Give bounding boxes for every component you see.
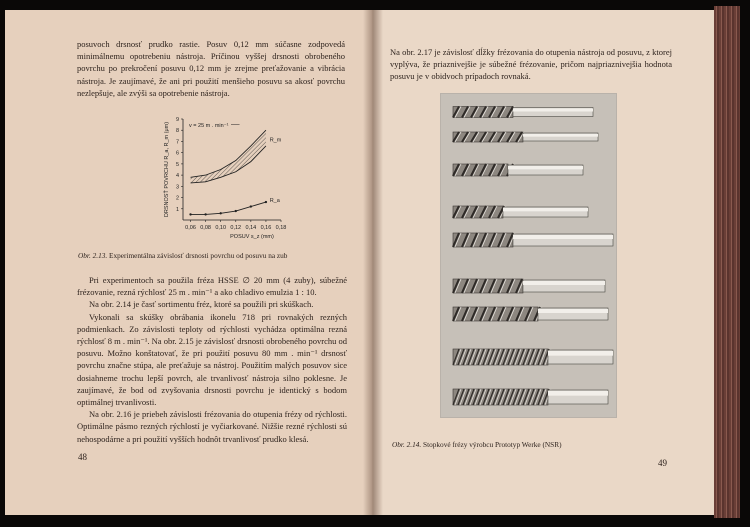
- y-tick-label: 6: [175, 150, 179, 157]
- end-mill: [453, 233, 613, 247]
- body-paragraph: Vykonali sa skúšky obrábania ikonelu 718 pri rovnakých rezných podmienkach. Zo závislosti teploty od rýchlosti vychádza optimálna rezná rýchlosť 8 m . min⁻¹. Na obr. 2.15 je závislosť drsnosti obrobeného povrchu od posuvu. Možno konštatovať, že pri použití posuvu 80 mm . min⁻¹ drsnosť povrchu značne stúpa, ale preťažuje sa nástroj. Použitím malých posuvov sice dosiahneme trochu lepší povrch, ale trvanlivosť nástroja silno poklesne. Je zaujímavé, že bod od zvyšovania drsnosti povrchu je identický s bodom optimálnej trvanlivosti.: [77, 311, 347, 408]
- left-top-paragraph: posuvoch drsnosť prudko rastie. Posuv 0,12 mm súčasne zodpovedá minimálnemu opotrebeniu nástroja. Príčinou vyššej drsnosti obrobeného povrchu po prekročení posuvu 0,12 mm je zrejme preťažovanie a vibrácia nástroja. Je zaujímavé, že ani pri použití menšieho posuvu sa akosť povrchu nezlepšuje, ale zvýši sa opotrebenie nástroja.: [77, 39, 345, 98]
- end-mill: [453, 206, 588, 218]
- page-edges: [714, 6, 740, 518]
- ra-point: [235, 210, 237, 212]
- end-mill: [453, 279, 605, 293]
- x-tick-label: 0,10: [215, 225, 227, 231]
- end-mill: [453, 307, 608, 321]
- y-tick-label: 3: [175, 184, 179, 191]
- ra-point: [189, 213, 191, 215]
- x-tick-label: 0,08: [200, 225, 211, 231]
- chart-annotation: v = 25 m . min⁻¹: [189, 122, 229, 129]
- figure-caption-2-14: [392, 440, 672, 449]
- end-mill: [453, 349, 613, 365]
- page-number-left: 48: [78, 452, 87, 462]
- roughness-chart: [163, 113, 303, 248]
- y-tick-label: 4: [175, 173, 179, 180]
- right-top-paragraph: Na obr. 2.17 je závislosť dĺžky frézovania do otupenia nástroja od posuvu, z ktorej vyplýva, že priaznivejšie je súbežné frézovanie, pričom najpriaznivejšia hodnota posuvu je v obidvoch prípadoch rovnaká.: [390, 47, 672, 82]
- ra-point: [219, 212, 221, 214]
- ra-line: [191, 202, 266, 214]
- body-paragraph: Pri experimentoch sa použila fréza HSSE ∅ 20 mm (4 zuby), súbežné frézovanie, rezná rýchlosť 25 m . min⁻¹ a ako chladivo emulzia 1 : 10.: [77, 275, 347, 298]
- caption-text: Stopkové frézy výrobcu Prototyp Werke (NSR): [423, 440, 562, 449]
- caption-text: Experimentálna závislosť drsnosti povrchu od posuvu na zub: [109, 251, 288, 260]
- y-axis-label: DRSNOSŤ POVRCHU R_a, R_m (μm): [164, 121, 170, 218]
- series-label-rm: R_m: [269, 137, 282, 144]
- y-tick-label: 2: [175, 195, 179, 202]
- end-mill: [453, 132, 598, 142]
- caption-label: Obr. 2.13.: [78, 251, 108, 260]
- book-gutter: [363, 10, 383, 515]
- left-body: [77, 274, 347, 445]
- page-number-right: 49: [658, 458, 667, 468]
- rm-band: [191, 130, 266, 183]
- y-tick-label: 1: [175, 206, 179, 213]
- caption-label: Obr. 2.14.: [392, 440, 422, 449]
- y-tick-label: 9: [175, 117, 179, 123]
- y-tick-label: 8: [175, 128, 179, 135]
- ra-point: [250, 205, 252, 207]
- x-tick-label: 0,14: [245, 225, 257, 231]
- end-mill: [453, 107, 593, 118]
- x-axis-label: POSUV s_z (mm): [230, 234, 274, 240]
- x-tick-label: 0,16: [260, 225, 272, 231]
- figure-caption-2-13: [78, 251, 348, 260]
- body-paragraph: Na obr. 2.16 je priebeh závislosti frézovania do otupenia frézy od rýchlosti. Optimálne pásmo rezných rýchlostí je vyčiarkované. Nižšie rezné rýchlosti sú nehospodárne a pri použití vyšších hodnôt trvanlivosť prudko klesá.: [77, 409, 347, 444]
- ra-point: [204, 213, 206, 215]
- series-label-ra: R_a: [269, 198, 280, 205]
- end-mills-illustration: [441, 94, 616, 417]
- end-mill: [453, 389, 608, 405]
- x-tick-label: 0,06: [185, 225, 196, 231]
- x-tick-label: 0,12: [230, 225, 242, 231]
- y-tick-label: 5: [175, 161, 179, 168]
- body-paragraph: Na obr. 2.14 je časť sortimentu fréz, ktoré sa použili pri skúškach.: [89, 299, 314, 310]
- y-tick-label: 7: [175, 139, 179, 146]
- x-tick-label: 0,18: [275, 225, 287, 231]
- ra-point: [265, 201, 267, 203]
- end-mill: [453, 164, 583, 176]
- end-mills-photo: [440, 93, 617, 418]
